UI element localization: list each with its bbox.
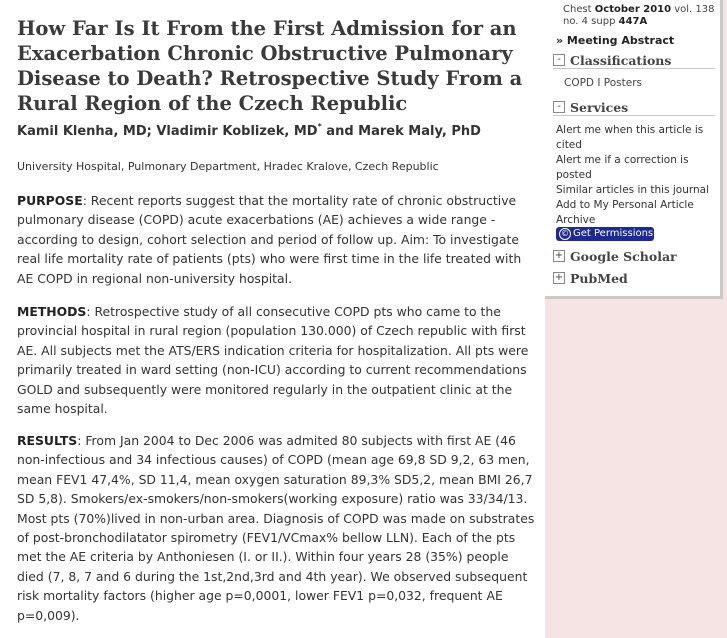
results-paragraph bbox=[17, 431, 539, 625]
citation-journal: Chest bbox=[563, 4, 595, 15]
authors-tail: and Marek Maly, PhD bbox=[321, 124, 481, 139]
google-scholar-title: Google Scholar bbox=[570, 248, 677, 264]
plus-box-icon[interactable]: + bbox=[554, 250, 564, 261]
pubmed-title: PubMed bbox=[570, 270, 628, 286]
services-header[interactable] bbox=[553, 99, 715, 116]
methods-label: METHODS bbox=[17, 304, 87, 319]
citation-volume: vol. 138 no. 4 supp bbox=[563, 4, 715, 27]
minus-box-icon[interactable]: - bbox=[553, 101, 565, 113]
alert-cited-link[interactable]: Alert me when this article is cited bbox=[556, 124, 704, 151]
article-title: How Far Is It From the First Admission for an Exacerbation Chronic Obstructive Pulmonary Disease to Death? Retrospective Study From a Rural Region of the Czech Republic bbox=[17, 17, 523, 115]
author-list bbox=[17, 124, 542, 139]
get-permissions-label: Get Permissions bbox=[573, 228, 654, 239]
classification-link[interactable]: COPD I Posters bbox=[564, 77, 643, 89]
get-permissions-button[interactable] bbox=[556, 227, 654, 241]
services-title: Services bbox=[570, 99, 629, 115]
authors-text: Kamil Klenha, MD; Vladimir Koblizek, MD bbox=[17, 124, 318, 139]
classifications-title: Classifications bbox=[570, 52, 672, 68]
citation bbox=[563, 4, 723, 28]
similar-articles-link[interactable]: Similar articles in this journal bbox=[556, 184, 710, 196]
services-list bbox=[556, 123, 716, 228]
citation-date[interactable]: October 2010 bbox=[594, 4, 672, 15]
copyright-icon: © bbox=[561, 229, 569, 238]
purpose-label: PURPOSE bbox=[17, 193, 83, 208]
author-footnote-mark: * bbox=[317, 122, 322, 131]
methods-text: : Retrospective study of all consecutive COPD pts who came to the provincial hospital in rural region (population 130.000) of Czech republic with first AE. All subjects met the ATS/ERS indication criteria for hospitalization. All pts were primarily treated in ward setting (non-ICU) according to current recommendations GOLD and subsequently were monitored regularly in the outpatient clinic at the same hospital. bbox=[17, 304, 529, 417]
add-to-archive-link[interactable]: Add to My Personal Article Archive bbox=[556, 199, 694, 226]
sidebar bbox=[545, 0, 727, 638]
citation-page: 447A bbox=[618, 16, 648, 27]
results-label: RESULTS bbox=[17, 433, 78, 448]
alert-correction-link[interactable]: Alert me if a correction is posted bbox=[556, 154, 689, 181]
methods-paragraph bbox=[17, 302, 539, 418]
plus-box-icon[interactable]: + bbox=[554, 272, 564, 283]
affiliation: University Hospital, Pulmonary Department, Hradec Kralove, Czech Republic bbox=[17, 160, 439, 173]
minus-box-icon[interactable]: - bbox=[553, 54, 565, 66]
purpose-paragraph bbox=[17, 191, 539, 288]
google-scholar-header[interactable] bbox=[553, 248, 715, 264]
purpose-text: : Recent reports suggest that the mortality rate of chronic obstructive pulmonary disease (COPD) acute exacerbations (AE) achieves a wide range - according to design, cohort selection and period of follow up. Aim: To investigate real life mortality rate of patients (pts) who were first time in the life treated with AE COPD in regional non-university hospital. bbox=[17, 193, 522, 286]
classifications-header[interactable] bbox=[553, 52, 715, 69]
results-text: : From Jan 2004 to Dec 2006 was admited 80 subjects with first AE (46 non-infectious and 34 infectious causes) of COPD (mean age 69,8 SD 9,2, 63 men, mean FEV1 47,4%, SD 11,4, mean oxygen saturation 89,3% SD5,2, mean BMI 26,7 SD 5,8). Smokers/ex-smokers/non-smokers(working exposure) ratio was 33/34/13. Most pts (70%)lived in non-urban area. Diagnosis of COPD was made on substrates of post-bronchodilatator spirometry (FEV1/VCmax% bellow LLN). Each of the pts met the AE criteria by Anthoniesen (I. or II.). Within four years 28 (35%) people died (7, 8, 7 and 6 during the 1st,2nd,3rd and 4th year). We observed subsequent risk mortality factors (higher age p=0,0001, lower FEV1 p=0,032, frequent AE p=0,009). bbox=[17, 433, 535, 623]
pubmed-header[interactable] bbox=[553, 270, 715, 286]
meeting-abstract-label: » Meeting Abstract bbox=[556, 34, 675, 47]
